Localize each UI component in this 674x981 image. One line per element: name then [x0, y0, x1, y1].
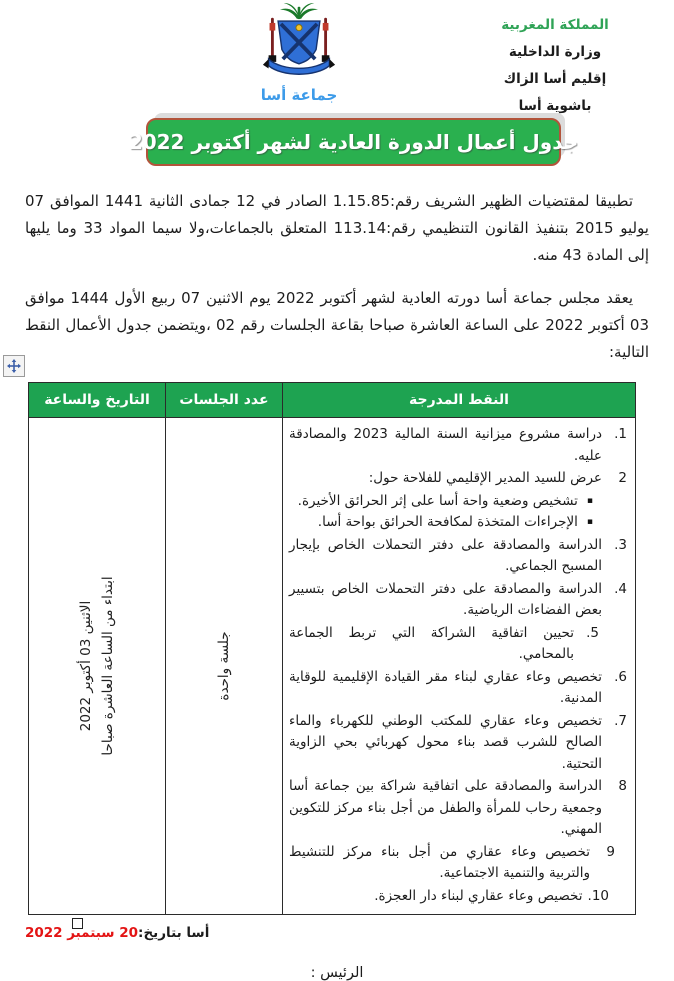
sessions-count-value: جلسة واحدة	[216, 631, 232, 701]
agenda-points-cell	[283, 418, 636, 915]
date-time-cell	[29, 418, 166, 915]
object-anchor-icon	[72, 918, 83, 929]
agenda-item-4: 4. الدراسة والمصادقة على دفتر التحملات الخاص بتسيير بعض الفضاءات الرياضية.	[289, 580, 627, 618]
session-time: ابتداء من الساعة العاشرة صباحا	[100, 576, 116, 756]
coat-of-arms-icon	[261, 65, 337, 84]
pashalik-line: باشوية أسا	[518, 98, 592, 114]
kingdom-line: المملكة المغربية	[501, 17, 609, 33]
agenda-item-6: 6. تخصيص وعاء عقاري لبناء مقر القيادة الإقليمية للوقاية المدنية.	[289, 668, 627, 706]
agenda-item-5: 5. تحيين اتفاقية الشراكة التي تربط الجماعة بالمحامي.	[289, 624, 599, 662]
document-title: جدول أعمال الدورة العادية لشهر أكتوبر 2022	[128, 130, 579, 154]
bullet-item: ▪ تشخيص وضعية واحة أسا على إثر الحرائق الأخيرة.	[289, 491, 593, 513]
title-banner	[128, 118, 579, 166]
sessions-count-cell	[166, 418, 283, 915]
header-sessions: عدد الجلسات	[166, 383, 283, 418]
agenda-item-8: 8 الدراسة والمصادقة على اتفاقية شراكة بين جماعة أسا وجمعية رحاب للمرأة والطفل من أجل بناء مركز للتكوين المهني.	[289, 778, 627, 837]
table-header-row	[29, 383, 636, 418]
place-date-line	[25, 925, 649, 941]
agenda-item-1: 1. دراسة مشروع ميزانية السنة المالية 2023 والمصادقة عليه.	[289, 426, 627, 464]
agenda-item-3: 3. الدراسة والمصادقة على دفتر التحملات الخاص بإيجار المسبح الجماعي.	[289, 536, 627, 574]
legal-basis-paragraph: تطبيقا لمقتضيات الظهير الشريف رقم:1.15.85 الصادر في 12 جمادى الثانية 1441 الموافق 07 يوليو 2015 بتنفيذ القانون التنظيمي رقم:113.14 المتعلق بالجماعات،ولا سيما المواد 33 وما يليها إلى المادة 43 منه.	[25, 192, 649, 264]
place-date-label: أسا بتاريخ:	[138, 925, 210, 941]
square-bullet-icon: ▪	[586, 517, 593, 527]
header-points: النقط المدرجة	[283, 383, 636, 418]
ministry-line: وزارة الداخلية	[508, 44, 602, 60]
session-announcement-paragraph: يعقد مجلس جماعة أسا دورته العادية لشهر أكتوبر 2022 يوم الاثنين 07 ربيع الأول 1444 موافق 03 أكتوبر 2022 على الساعة العاشرة صباحا بقاعة الجلسات رقم 02 ،ويتضمن جدول الأعمال النقط التالية:	[25, 289, 649, 361]
province-line: إقليم أسا الزاك	[503, 71, 607, 87]
issue-date: 20 سبتمبر 2022	[25, 925, 139, 941]
bullet-item: ▪ الإجراءات المتخذة لمكافحة الحرائق بواحة أسا.	[289, 512, 593, 534]
agenda-table	[28, 382, 636, 915]
table-body-row	[29, 418, 636, 915]
intro-section	[25, 188, 649, 366]
square-bullet-icon: ▪	[586, 495, 593, 506]
government-header	[450, 12, 660, 120]
agenda-item-2: 2 عرض للسيد المدير الإقليمي للفلاحة حول:	[368, 470, 627, 486]
agenda-table-wrap	[29, 382, 636, 915]
agenda-item-2-bullets	[289, 491, 593, 534]
commune-logo-block	[234, 2, 364, 104]
header-datetime: التاريخ والساعة	[29, 383, 166, 418]
president-signature-label: الرئيس :	[310, 965, 364, 981]
agenda-item-9: 9 تخصيص وعاء عقاري من أجل بناء مركز للتنشيط والتربية والتنمية الاجتماعية.	[289, 843, 615, 881]
commune-name: جماعة أسا	[260, 86, 338, 104]
letterhead	[0, 0, 674, 112]
agenda-item-10: 10. تخصيص وعاء عقاري لبناء دار العجزة.	[374, 887, 609, 904]
date-time-value	[75, 576, 119, 755]
agenda-item-7: 7. تخصيص وعاء عقاري للمكتب الوطني للكهرباء والماء الصالح للشرب قصد بناء محول كهربائي بحي الزاوية التحتية.	[289, 712, 627, 772]
session-date: الاثنين 03 أكتوبر 2022	[78, 600, 94, 732]
table-move-handle-icon[interactable]	[3, 355, 25, 377]
